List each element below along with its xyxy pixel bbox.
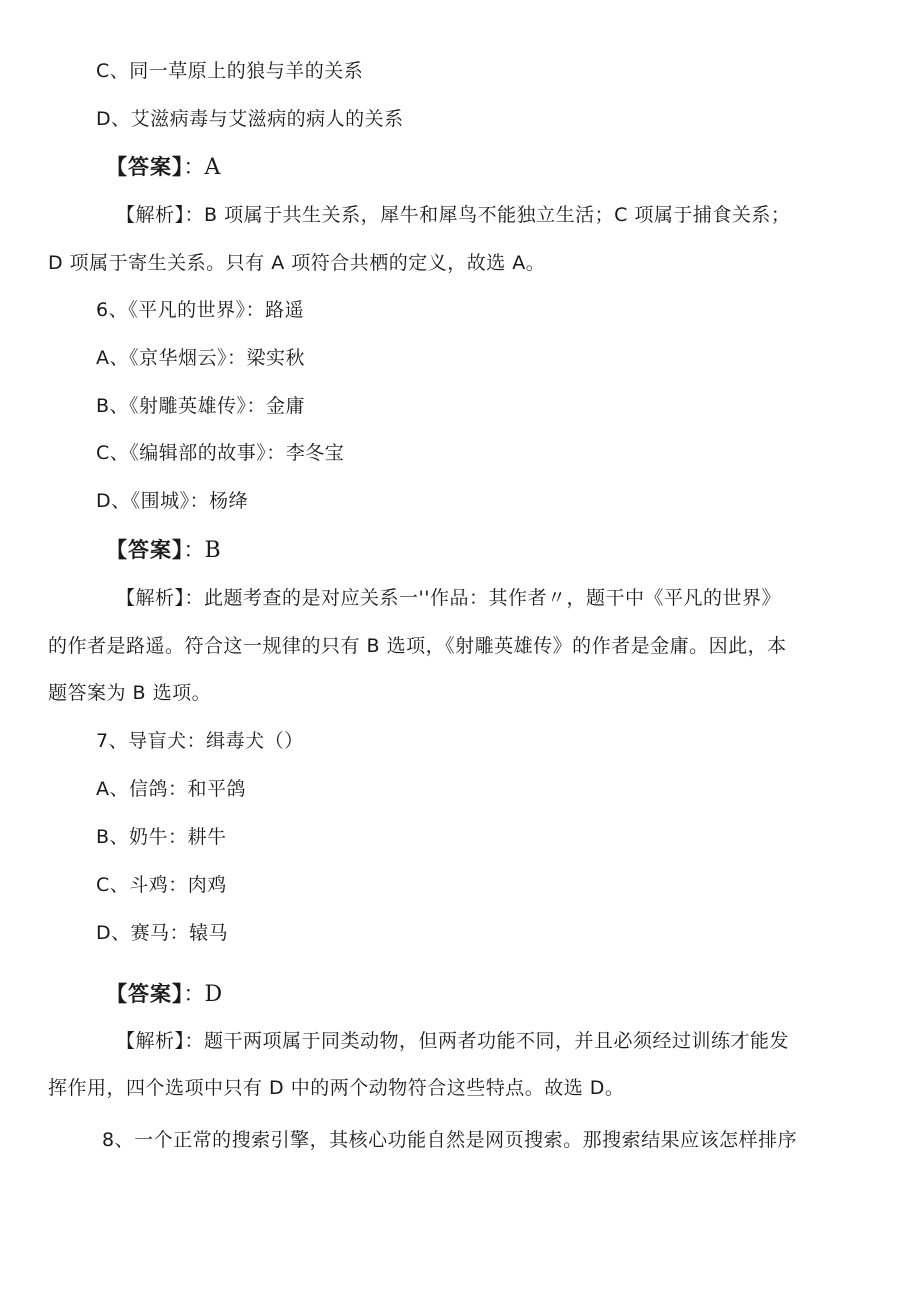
q8-stem: 8、一个正常的搜索引擎，其核心功能自然是网页搜索。那搜索结果应该怎样排序 (102, 1129, 798, 1151)
answer-separator: ： (183, 538, 205, 562)
answer-label: 【答案】 (106, 538, 184, 562)
answer-value: B (204, 538, 221, 563)
q6-analysis-line-1 (116, 586, 781, 610)
q5-option-d: D、艾滋病毒与艾滋病的病人的关系 (96, 108, 404, 130)
answer-separator: ： (183, 155, 205, 179)
analysis-label: 【解析】 (116, 204, 185, 226)
analysis-label: 【解析】 (116, 587, 185, 609)
q7-analysis-line-2: 挥作用，四个选项中只有 D 中的两个动物符合这些特点。故选 D。 (48, 1077, 625, 1099)
q6-option-b: B、《射雕英雄传》：金庸 (96, 395, 306, 417)
q7-answer (106, 981, 222, 1008)
q7-stem: 7、导盲犬：缉毒犬（） (96, 730, 304, 752)
answer-separator: ： (183, 982, 205, 1006)
analysis-label: 【解析】 (116, 1030, 185, 1052)
answer-label: 【答案】 (106, 155, 184, 179)
q6-option-a: A、《京华烟云》：梁实秋 (96, 347, 305, 369)
q6-option-d: D、《围城》：杨绛 (96, 490, 249, 512)
answer-value: A (204, 155, 221, 180)
q6-option-c: C、《编辑部的故事》：李冬宝 (96, 442, 345, 464)
q5-option-c: C、同一草原上的狼与羊的关系 (96, 60, 364, 82)
q5-analysis-line-1 (116, 203, 790, 227)
q7-option-b: B、奶牛：耕牛 (96, 826, 227, 848)
q7-option-d: D、赛马：辕马 (96, 922, 229, 944)
q5-answer (106, 154, 220, 181)
q7-analysis-line-1 (116, 1029, 789, 1053)
answer-label: 【答案】 (106, 982, 184, 1006)
q6-stem: 6、《平凡的世界》：路遥 (96, 299, 305, 321)
q6-answer (106, 537, 221, 564)
analysis-text: ：B 项属于共生关系，犀牛和犀鸟不能独立生活；C 项属于捕食关系； (184, 204, 791, 226)
answer-value: D (204, 982, 223, 1007)
q5-analysis-line-2: D 项属于寄生关系。只有 A 项符合共栖的定义，故选 A。 (48, 252, 546, 274)
analysis-text: ：题干两项属于同类动物，但两者功能不同，并且必须经过训练才能发 (184, 1030, 790, 1052)
q7-option-c: C、斗鸡：肉鸡 (96, 874, 227, 896)
q7-option-a: A、信鸽：和平鸽 (96, 778, 246, 800)
q6-analysis-line-3: 题答案为 B 选项。 (48, 682, 212, 704)
analysis-text: ：此题考查的是对应关系一''作品：其作者〃，题干中《平凡的世界》 (184, 587, 781, 609)
q6-analysis-line-2: 的作者是路遥。符合这一规律的只有 B 选项，《射雕英雄传》的作者是金庸。因此，本 (48, 635, 787, 657)
